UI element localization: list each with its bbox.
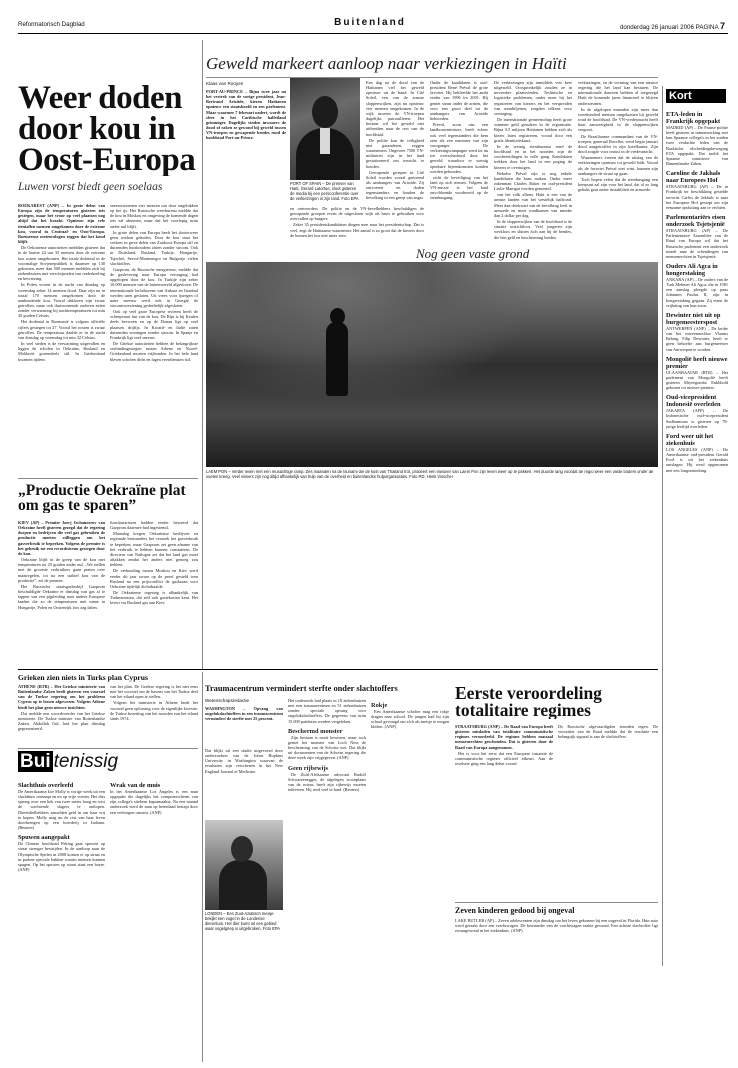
oekraine-col-2: [110, 520, 198, 666]
section-rule: [455, 902, 658, 903]
london-photo: [205, 820, 283, 910]
koude-paragraph: Ook op veel grote Europese rivieren heeft de scheepvaart last van de kou. De Rijn is bij Keulen deels bevroren en op de Donau ligt op veel plaatsen drijfijs. In Kroatië en Italië zaten duizenden woningen zonder stroom. In Spanje en Frankrijk ligt veel sneeuw.: [110, 309, 198, 340]
kort-item-title: Parlementariërs eisen onderzoek Tsjetsjenië: [666, 214, 726, 229]
photo-figure: [231, 836, 253, 862]
oekraine-paragraph: De verhouding tussen Moskou en Kiev werd eerder dit jaar zwaar op de proef gesteld toen Rusland na een prijsconflict de gaskraan voor Oekraïne tijdelijk dichtdraaide.: [110, 568, 198, 589]
kort-item-body: ANKARA (AP) – De ouders van de Turk Mehmet Ali Agca, die in 1981 een aanslag pleegde op paus Johannes Paulus II, zijn in hongerstaking gegaan. Zij eisen de vrijlating van hun zoon.: [666, 276, 728, 308]
oekraine-headline: „Productie Oekraïne plat om gas te sparen”: [18, 483, 186, 513]
zeven-body: LAKE BUTLER (AP) – Zeven adolescenten zijn dinsdag om het leven gekomen bij een ongeval in Florida. Hun auto werd geraakt door een vrachtwagen. De bestuurder van de vrachtwagen raakte gewond. Een achtste slachtoffer ligt zwaargewond in het ziekenhuis. (ANP): [455, 918, 658, 934]
kort-item-body: MADRID (AP) – De Franse politie heeft gisteren in samenwerking met hun Spaanse collega's in het zuiden twee verdachte leden van de Baskische afscheidingsbeweging ETA opgepakt. Dat meldt het Spaanse ministerie van Binnenlandse Zaken.: [666, 125, 728, 167]
beschermd-body: Zijn bestaan is nooit bewezen, maar toch geniet het monster van Loch Ness de bescherming van de Schotse wet. Dat blijkt uit documenten van de Schotse regering die deze week zijn vrijgegeven. (ANP): [288, 734, 366, 761]
trauma-byline: Wetenschapsredactie: [205, 698, 250, 703]
haiti-paragraph: verkiezingen, en de vorming van een nieuwe regering die het land kan besturen. De internationale donoren hebben al toegezegd Haïti de komende jaren financieel te blijven ondersteunen.: [578, 80, 658, 106]
section-title: Buitenland: [334, 17, 406, 28]
photo-figure: [312, 96, 338, 128]
kort-item-title: Ouders Ali Agca in hongerstaking: [666, 262, 718, 277]
haiti-rule: [206, 77, 658, 78]
kort-item-body: STRAATSBURG (AP) – De Parlementaire Assemblee van de Raad van Europa wil dat het Russische parlement een onderzoek instelt naar de schendingen van mensenrechten in Tsjetsjenië.: [666, 228, 728, 259]
buitenissig-body: De Amerikaanse koe Molly is vorige week uit een slachthuis ontsnapt en nu op vrije voeten. Het dier sprong over een hek van twee meter hoog en wist de wachtende slagers te ontlopen. Dierenliefhebbers zamelden geld in om haar vrij te kopen. Molly mag nu de rest van haar leven doorbrengen op een boerderij in Indiana. (Reuters): [18, 789, 105, 831]
oekraine-paragraph: De Oekraïense regering is afhankelijk van Turkmenistan, dat zelf ook gastekorten kent. Het levert via Rusland gas aan Kiev.: [110, 590, 198, 606]
buitenissig-col-1: [18, 778, 105, 1058]
photo-figure: [219, 860, 267, 910]
koude-paragraph: In Polen vroren in de nacht van dinsdag op woensdag zeker 14 mensen dood. Daar zijn nu in totaal 170 mensen omgekomen door de aanhoudende kou. Vooral daklozen zijn zwaar getroffen, maar ook thuiswonende ouderen zitten zonder verwarming bij nachttemperaturen tot min 30 graden Celsius.: [18, 282, 105, 319]
haiti-paragraph: In de weinig stembureaus rond de hoofdstad en in het noorden zijn de voorbereidingen in volle gang. Kandidaten trekken door het land in een poging de kiezers te overtuigen.: [494, 143, 572, 170]
haiti-col-5: [494, 80, 572, 240]
oekraine-paragraph: Oekraïne blijft in de greep van de kou met temperaturen tot 25 graden onder nul. „We stellen met de grootste verbruikers gaan praten over maatregelen, tot na een stabiel kou van de productie”, zei de premier.: [18, 557, 105, 583]
page-number: 7: [719, 21, 725, 31]
verordeling-lead: STRAATSBURG (ANP) – De Raad van Europa heeft gisteren misdaden van totalitaire communistische regimes veroordeeld. De regimes hebben massaal mensenrechten geschonden. Dat is gisteren door de Raad van Europa aangenomen.: [455, 724, 553, 750]
haiti-paragraph: Waarnemers vrezen dat de uitslag van de verkiezingen opnieuw tot geweld leidt. Vooral als de favoriet Préval niet wint, kunnen zijn aanhangers de straat op gaan.: [578, 155, 658, 176]
koude-paragraph: De Griekse autoriteiten hebben de belangrijkste verbindingswegen tussen Athene en Noord-Griekenland moeten vrijhouden. In het hele land bleven scholen dicht en lagen veerdiensten stil.: [110, 341, 198, 362]
kort-item-title: Dewinter niet uit op burgemeesterspost: [666, 311, 721, 326]
haiti-col-3: [290, 206, 424, 240]
oekraine-paragraph: Het Russische staatsgasbedrijf Gazprom beschuldigde Oekraïne er dinsdag van gas af te tappen van een pijpleiding naar andere Europese landen die zo de temperaturen met name in Hongarije, Polen en Oostenrijk fors zag dalen.: [18, 583, 105, 610]
kort-item-title: ETA-leden in Frankrijk opgepakt: [666, 111, 721, 125]
haiti-caption: PORT OF SPAIN – De premier van Haïti, Gerard Latortue, sloot gisteren de media bij een persconferentie over de verkiezingen in zijn land. Foto EPA: [290, 182, 359, 201]
haiti-paragraph: Onder de kandidaten is oud-president René Préval de grote favoriet. Hij bekleedde het ambt eerder van 1996 tot 2001. Hij geniet steun onder de armen, die voor een groot deel tot de aanhangers van Aristide behoorden.: [430, 80, 488, 122]
kort-item-body: LOS ANGELES (ANP) – De Amerikaanse oud-president Gerald Ford is uit het ziekenhuis ontslagen. Hij werd opgenomen met een longontsteking.: [666, 446, 728, 473]
haiti-byline: Klaas van Rooyen: [206, 81, 244, 86]
grond-photo: [206, 262, 658, 467]
oekraine-paragraph: functionarissen hadden eerder beweerd dat Gazprom daarmee had ingestemd.: [110, 520, 198, 531]
haiti-paragraph: van het volk alleen. Haïti is een van de armste landen van het westelijk halfrond. Meer dan driekwart van de bevolking leeft in armoede en moet rondkomen van minder dan 2 dollar per dag.: [494, 192, 572, 218]
grieken-paragraph: van het plan. De Griekse regering is het niet eens met het voorstel om de havens van het Turkse deel van het eiland open te stellen.: [110, 684, 198, 700]
kort-item-title: Caroline de Jakhals naar Europees Hof: [666, 170, 721, 185]
koude-paragraph: De Oekraïense autoriteiten meldden gisteren dat in de laatste 24 uur 35 mensen door de extreme kou waren omgekomen. Het totale dodental in de voormalige Sovjetrepubliek is daarmee op 130 gekomen, meer dan 500 mensen meldden zich bij ziekenhuizen met verschijnselen van onderkoeling en bevriezing.: [18, 245, 105, 282]
koude-col-1: [18, 203, 105, 471]
verordeling-col-1: [455, 724, 553, 900]
kort-item-body: STRAATSBURG (AP) – De in Frankrijk ter beschikking gestelde terrorist Carlos de Jakhals is naar het Europese Hof gestapt om zijn eenzame opsluiting aan te vechten.: [666, 184, 728, 210]
photo-figure: [320, 128, 330, 154]
verordeling-paragraph: Het is voor het eerst dat een Europese instantie de communistische regimes officieel afkeurt. Aan de resolutie ging een lang debat vooraf.: [455, 750, 553, 767]
buitenissig-body: De Chinese hoofdstad Peking gaat spuwen op straat strenger bestrijden. In de aanloop naar de Olympische Spelen in 2008 komen er op straat en in parken speciale bakken waarin mensen kunnen spugen. Op het spuwen op straat staat een boete. (ANP): [18, 841, 105, 873]
date-line: [560, 21, 725, 31]
koude-paragraph: sneeuwstormen vier mensen om door ongelukken op het ijs. Het Russische weerbureau meldde dat de kou in Moskou en omgeving de komende dagen iets zal afnemen, maar dat het voorlopig ruim onder nul blijft.: [110, 203, 198, 229]
kort-item-title: Ford weer uit het ziekenhuis: [666, 432, 714, 447]
haiti-paragraph: zicht de beveiliging van het land op zich nemen. Volgens de VN-missie is het land onvoldoende voorbereid op de stembusgang.: [430, 174, 488, 201]
trauma-paragraph: Dat blijkt uit een studie uitgevoerd door onderzoekers van de Johns Hopkins University in Washington waarvan de resultaten zijn verschenen in het New England Journal of Medicine.: [205, 748, 283, 774]
haiti-paragraph: De Braziliaanse commandant van de VN-troepen, generaal Bacellar, werd begin januari dood aangetroffen in zijn hotelkamer. Zijn dood zorgde voor onrust in de vredesmacht.: [578, 133, 658, 155]
koude-col-2: [110, 203, 198, 471]
date-text: donderdag 26 januari 2006 PAGINA: [619, 24, 719, 31]
kort-column: [666, 107, 728, 952]
grieken-col-2: [110, 684, 198, 746]
haiti-paragraph: De politie kan de veiligheid niet garanderen, zeggen waarnemers. Ongeveer 7500 VN-militairen zijn in het land gestationeerd om toezicht te houden.: [366, 137, 424, 169]
haiti-paragraph: Toch hopen velen dat de stembusgang een keerpunt zal zijn voor het land, dat al zo lang gebukt gaat onder instabiliteit en armoede.: [578, 176, 658, 193]
trauma-col-3: [371, 698, 449, 1058]
rijbewijs-body: De Zuid-Afrikaanse advocaat Rudolf Schwarzenegger, de afgelegen woonplaats van de acteur, heeft zijn rijbewijs moeten inleveren. Hij reed veel te hard. (Reuters): [288, 771, 366, 793]
haiti-intro: PORT-AU-PRINCE – Bijna twee jaar na het vertrek van de vorige president, Jean-Bertrand Aristide, kiezen Haïtianen opnieuw een staatshoofd en een parlement. Maar waarmee 7 februari nadert, wordt de sfeer in het Caribische halfeiland grimmiger. Dagelijks vinden inwoners de dood of raken ze gewond bij geweld tussen VN-troepen en gewapende bendes rond de hoofdstad Port-au-Prince.: [206, 89, 286, 141]
section-rule: [18, 478, 198, 479]
rokje-body: Een Amerikaanse scholier mag een rokje dragen naar school. De jongen had bij zijn school gevraagd om zich als meisje te mogen kleden. (ANP): [371, 709, 449, 730]
grieken-paragraph: Dat meldde een woordvoerder van het Griekse ministerie. De Turkse minister van Buitenlandse Zaken, Abdullah Gül, had het plan dinsdag gepresenteerd.: [18, 710, 105, 732]
haiti-paragraph: In de afgelopen maanden zijn meer dan tweehonderd mensen omgekomen bij geweld rond de hoofdstad. De VN-vredesmacht heeft haar aanwezigheid in de sloppenwijken vergroot.: [578, 106, 658, 133]
verordeling-headline: Eerste veroordeling totalitaire regimes: [455, 685, 602, 719]
buitenissig-title: Spuwen aangepakt: [18, 834, 70, 842]
verordeling-paragraph: De Russische afgevaardigden stemden tegen. De voorzitter van de Raad meldde dat de resolutie een belangrijk signaal is aan de slachtoffers.: [558, 724, 658, 740]
grieken-headline: Grieken zien niets in Turks plan Cyprus: [18, 673, 148, 682]
logo-part: Bui: [20, 751, 51, 772]
oekraine-lead: KIEV (AP) – Premier Joerj Jechanoerov van Oekraïne heeft gisteren gezegd dat de regering dorpen en bedrijven die veel gas gebruiken de productie moeten stilleggen om het gasverbruik te beperken. Volgens de premier is het gebruik tot een recordniveau gestegen door de kou.: [18, 520, 105, 556]
buitenissig-body: In het Amerikaanse Los Angeles is een man opgepakt die dagelijks het computerscherm van zijn collega's stiekem kapotmaakte. Na een maand onderzoek werd de man op heterdaad betrapt door een verborgen camera. (ANP): [110, 789, 198, 815]
kort-item-title: Mongolië heeft nieuwe premier: [666, 355, 728, 370]
kort-item-body: ANTWERPEN (ANP) – De leider van het extreemrechtse Vlaams Belang, Filip Dewinter, heeft er geen behoefte aan burgemeester van Antwerpen te worden.: [666, 325, 728, 352]
kort-item-body: JAKARTA (AFP) – De Indonesische oud-vicepresident Sudharmono is gisteren op 78-jarige leeftijd overleden.: [666, 408, 728, 429]
grieken-paragraph: Volgens het ministerie in Athene biedt het voorstel geen oplossing voor de eigenlijke kwestie, de Turkse bezetting van het noorden van het eiland sinds 1974.: [110, 700, 198, 721]
haiti-col-6: [578, 80, 658, 240]
trauma-col-1: [205, 748, 283, 818]
kort-item-body: ULAANBAATAR (RTR) – Het parlement van Mongolië heeft gisteren Miyeegombo Enkhbold gekozen tot nieuwe premier.: [666, 369, 728, 391]
masthead-left: Reformatorisch Dagblad: [18, 21, 85, 28]
haiti-col-4: [430, 80, 488, 240]
column-divider: [202, 672, 203, 1062]
grieken-lead: ATHENE (RTR) – Het Griekse ministerie van Buitenlandse Zaken heeft gisteren een voorstel van de Turkse regering om het probleem Cyprus op te lossen afgewezen. Volgens Athene biedt het plan geen nieuwe inzichten.: [18, 684, 105, 710]
photo-figure: [326, 322, 348, 396]
grond-headline: Nog geen vaste grond: [416, 246, 530, 261]
rokje-title: Rokje: [371, 702, 388, 709]
zeven-headline: Zeven kinderen gedood bij ongeval: [455, 906, 575, 915]
haiti-paragraph: Een dag na de dood van de Haïtianen viel het geweld opnieuw uit de hand. In Cité Soleil, een van de armste sloppenwijken, zijn nu opnieuw vier mensen omgekomen. In de wijk moeten de VN-troepen dagelijks patrouilleren. Het bestuur wil het geweld niet uitbreiden naar de rest van de hoofdstad.: [366, 80, 424, 137]
koude-paragraph: Gazprom, de Russische energiereus, meldde dat de gaslevering naar Europa vertraging had opgelopen door de kou. In Turkije zijn zeker 10.000 mensen van de buitenwereld afgesloten. De internationale luchthavens van Ankara en Istanbul werden uren gesloten. Uit vrees voor ijsregen of natte sneeuw werd ook in Georgië de stroomvoorziening gedeeltelijk afgesloten.: [110, 266, 198, 308]
haiti-photo: [290, 78, 360, 180]
buitenissig-title: Slachthuis overleefd: [18, 782, 74, 789]
kort-item-title: Oud-vicepresident Indonesië overleden: [666, 394, 721, 409]
haiti-headline: Geweld markeert aanloop naar verkiezingen in Haïti: [206, 54, 567, 73]
logo-part: tenissig: [53, 751, 119, 772]
haiti-paragraph: De verkiezingen zijn inmiddels vier keer uitgesteld. Oorspronkelijk zouden ze in november plaatsvinden. Technische en logistieke problemen, onder meer bij het registreren van kiezers en het verspreiden van stembiljetten, zorgden telkens voor vertraging.: [494, 80, 572, 116]
koude-subhead: Luwen vorst biedt geen soelaas: [18, 181, 163, 193]
haiti-paragraph: Gewapende groepen in Cité Soleil worden vooral genoemd als aanhangers van Aristide. Zij ontvoeren en doden tegenstanders en houden de bevolking in een greep van angst.: [366, 169, 424, 201]
buitenissig-col-2: [110, 778, 198, 1058]
buitenissig-title: Wrak van de muis: [110, 782, 161, 789]
london-caption: LONDEN – Een Zuid-Aziatisch meisje bekijkt een vogel in de Londense dierentuin. Het dier komt uit een gebied waar vogelgriep is uitgebroken. Foto EPA: [205, 912, 281, 931]
kort-label: Kort: [666, 89, 726, 103]
trauma-paragraph: Het onderzoek had plaats in 18 ziekenhuizen met een traumacentrum en 51 ziekenhuizen zonder speciale opvang voor ongelukslachtoffers. De gegevens van ruim 15.000 patiënten werden vergeleken.: [288, 698, 366, 724]
koude-headline: Weer doden door kou in Oost-Europa: [18, 83, 196, 176]
oekraine-col-1: [18, 520, 105, 666]
column-divider: [662, 86, 663, 966]
trauma-headline: Traumacentrum vermindert sterfte onder slachtoffers: [205, 684, 398, 693]
koude-paragraph: In veel steden is de verwarming uitgevallen en liggen de scholen in Oekraïne, Rusland en Moldavië grotendeels stil. In Griekenland kwamen tijdens: [18, 341, 105, 362]
haiti-paragraph: en ontvoerders. De politie en de VN-bevelhebbers beschuldigen de gewapende groepen ervan de uitgesloten wijk als basis te gebruiken voor overvallen op burgers.: [290, 206, 424, 222]
haiti-paragraph: In de sloppenwijken van de hoofdstad is de situatie uitzichtloos. Veel jongeren zijn werkloos en sluiten zich aan bij de bendes, die hen geld en bescherming bieden.: [494, 219, 572, 240]
koude-paragraph: In grote delen van Europa heeft het dooierweer geen soelaas geboden. Door de kou staat het verkeer in grote delen van Zuidoost-Europa stil en duizenden huishoudens zitten zonder stroom. Ook in Duitsland, Rusland, Turkije, Hongarije, Tsjechië, Servië-Montenegro en Bulgarije vielen slachtoffers.: [110, 229, 198, 266]
haiti-paragraph: Zeker 35 presidentskandidaten dingen mee naar het presidentschap. Dat is veel, zegt de Haïtiaanse waarnemer. Het aantal is zo groot dat de kiezers door de bomen het bos niet meer zien.: [290, 222, 424, 238]
trauma-intro: WASHINGTON – Opvang van ongelukslachtoffers in een traumacentrum vermindert de sterfte met 25 procent.: [205, 706, 283, 722]
grond-caption: LAEM PON – Verder leven met een reusachtige ramp. Zes maanden na de tsunami die de kust van Thailand trof, probeert een inwoner van Laem Pon zijn leven weer op te pakken. Het duurde lang voordat de regio weer een vaste bodem onder de voeten kreeg. Veel vissers zijn nog altijd afhankelijk van hulp van de overheid en buitenlandse hulporganisaties. Foto RD, Henk Visscher: [206, 470, 654, 479]
grieken-col-1: [18, 684, 105, 746]
column-divider: [202, 40, 203, 670]
haiti-paragraph: De internationale gemeenschap heeft grote sommen geld gestoken in de organisatie. Bijna 3,5 miljoen Haïtianen hebben zich als kiezer laten registreren, vooral door een gratis identiteitskaart.: [494, 117, 572, 143]
rijbewijs-title: Geen rijbewijs: [288, 764, 328, 772]
haiti-paragraph: Préval, zoon van een landbouwminister, heeft echter ook veel tegenstanders die hem zien als een marionet van zijn voorganger. De verkiezingscampagne werd tot nu toe overschaduwd door het geweld, waardoor er weinig openbare bijeenkomsten konden worden gehouden.: [430, 122, 488, 174]
haiti-paragraph: Behalve Préval zijn er nog enkele kandidaten die kans maken. Onder meer zakenman Charles Baker en oud-president Leslie Manigat worden genoemd.: [494, 170, 572, 192]
oekraine-paragraph: Maandag kregen Oekraïense bedrijven en regionale bestuurders het verzoek het gasverbruik te beperken, maar Gazprom zei geen afname van het verbruik te hebben kunnen constateren. De directeur van Naftogaz zei dat het land gas moet aftakken omdat het anders niet genoeg zou hebben.: [110, 531, 198, 568]
verordeling-col-2: [558, 724, 658, 900]
section-rule: [18, 669, 658, 670]
koude-lead: BOEKAREST (ANP) – In grote delen van Europa zijn de temperaturen gisteren iets gestegen, maar het vroor op veel plaatsen nog altijd dat het kraakt. Opnieuw zijn vele tientallen mensen omgekomen door de extreme kou, vooral in Centraal- en Oost-Europa. Roemeense meteorologen zeggen dat het koud blijft.: [18, 203, 105, 245]
koude-paragraph: Het dodental in Roemenië is volgens officiële cijfers gestegen tot 27. Vooral het oosten is zwaar getroffen. De temperatuur daalde er in de nacht van dinsdag op woensdag tot min 32 Celsius.: [18, 319, 105, 340]
trauma-col-2: [288, 698, 366, 1058]
header-rule: [18, 33, 728, 34]
buitenissig-logo: [18, 751, 198, 773]
section-rule: [18, 748, 198, 749]
beschermd-title: Beschermd monster: [288, 727, 343, 735]
